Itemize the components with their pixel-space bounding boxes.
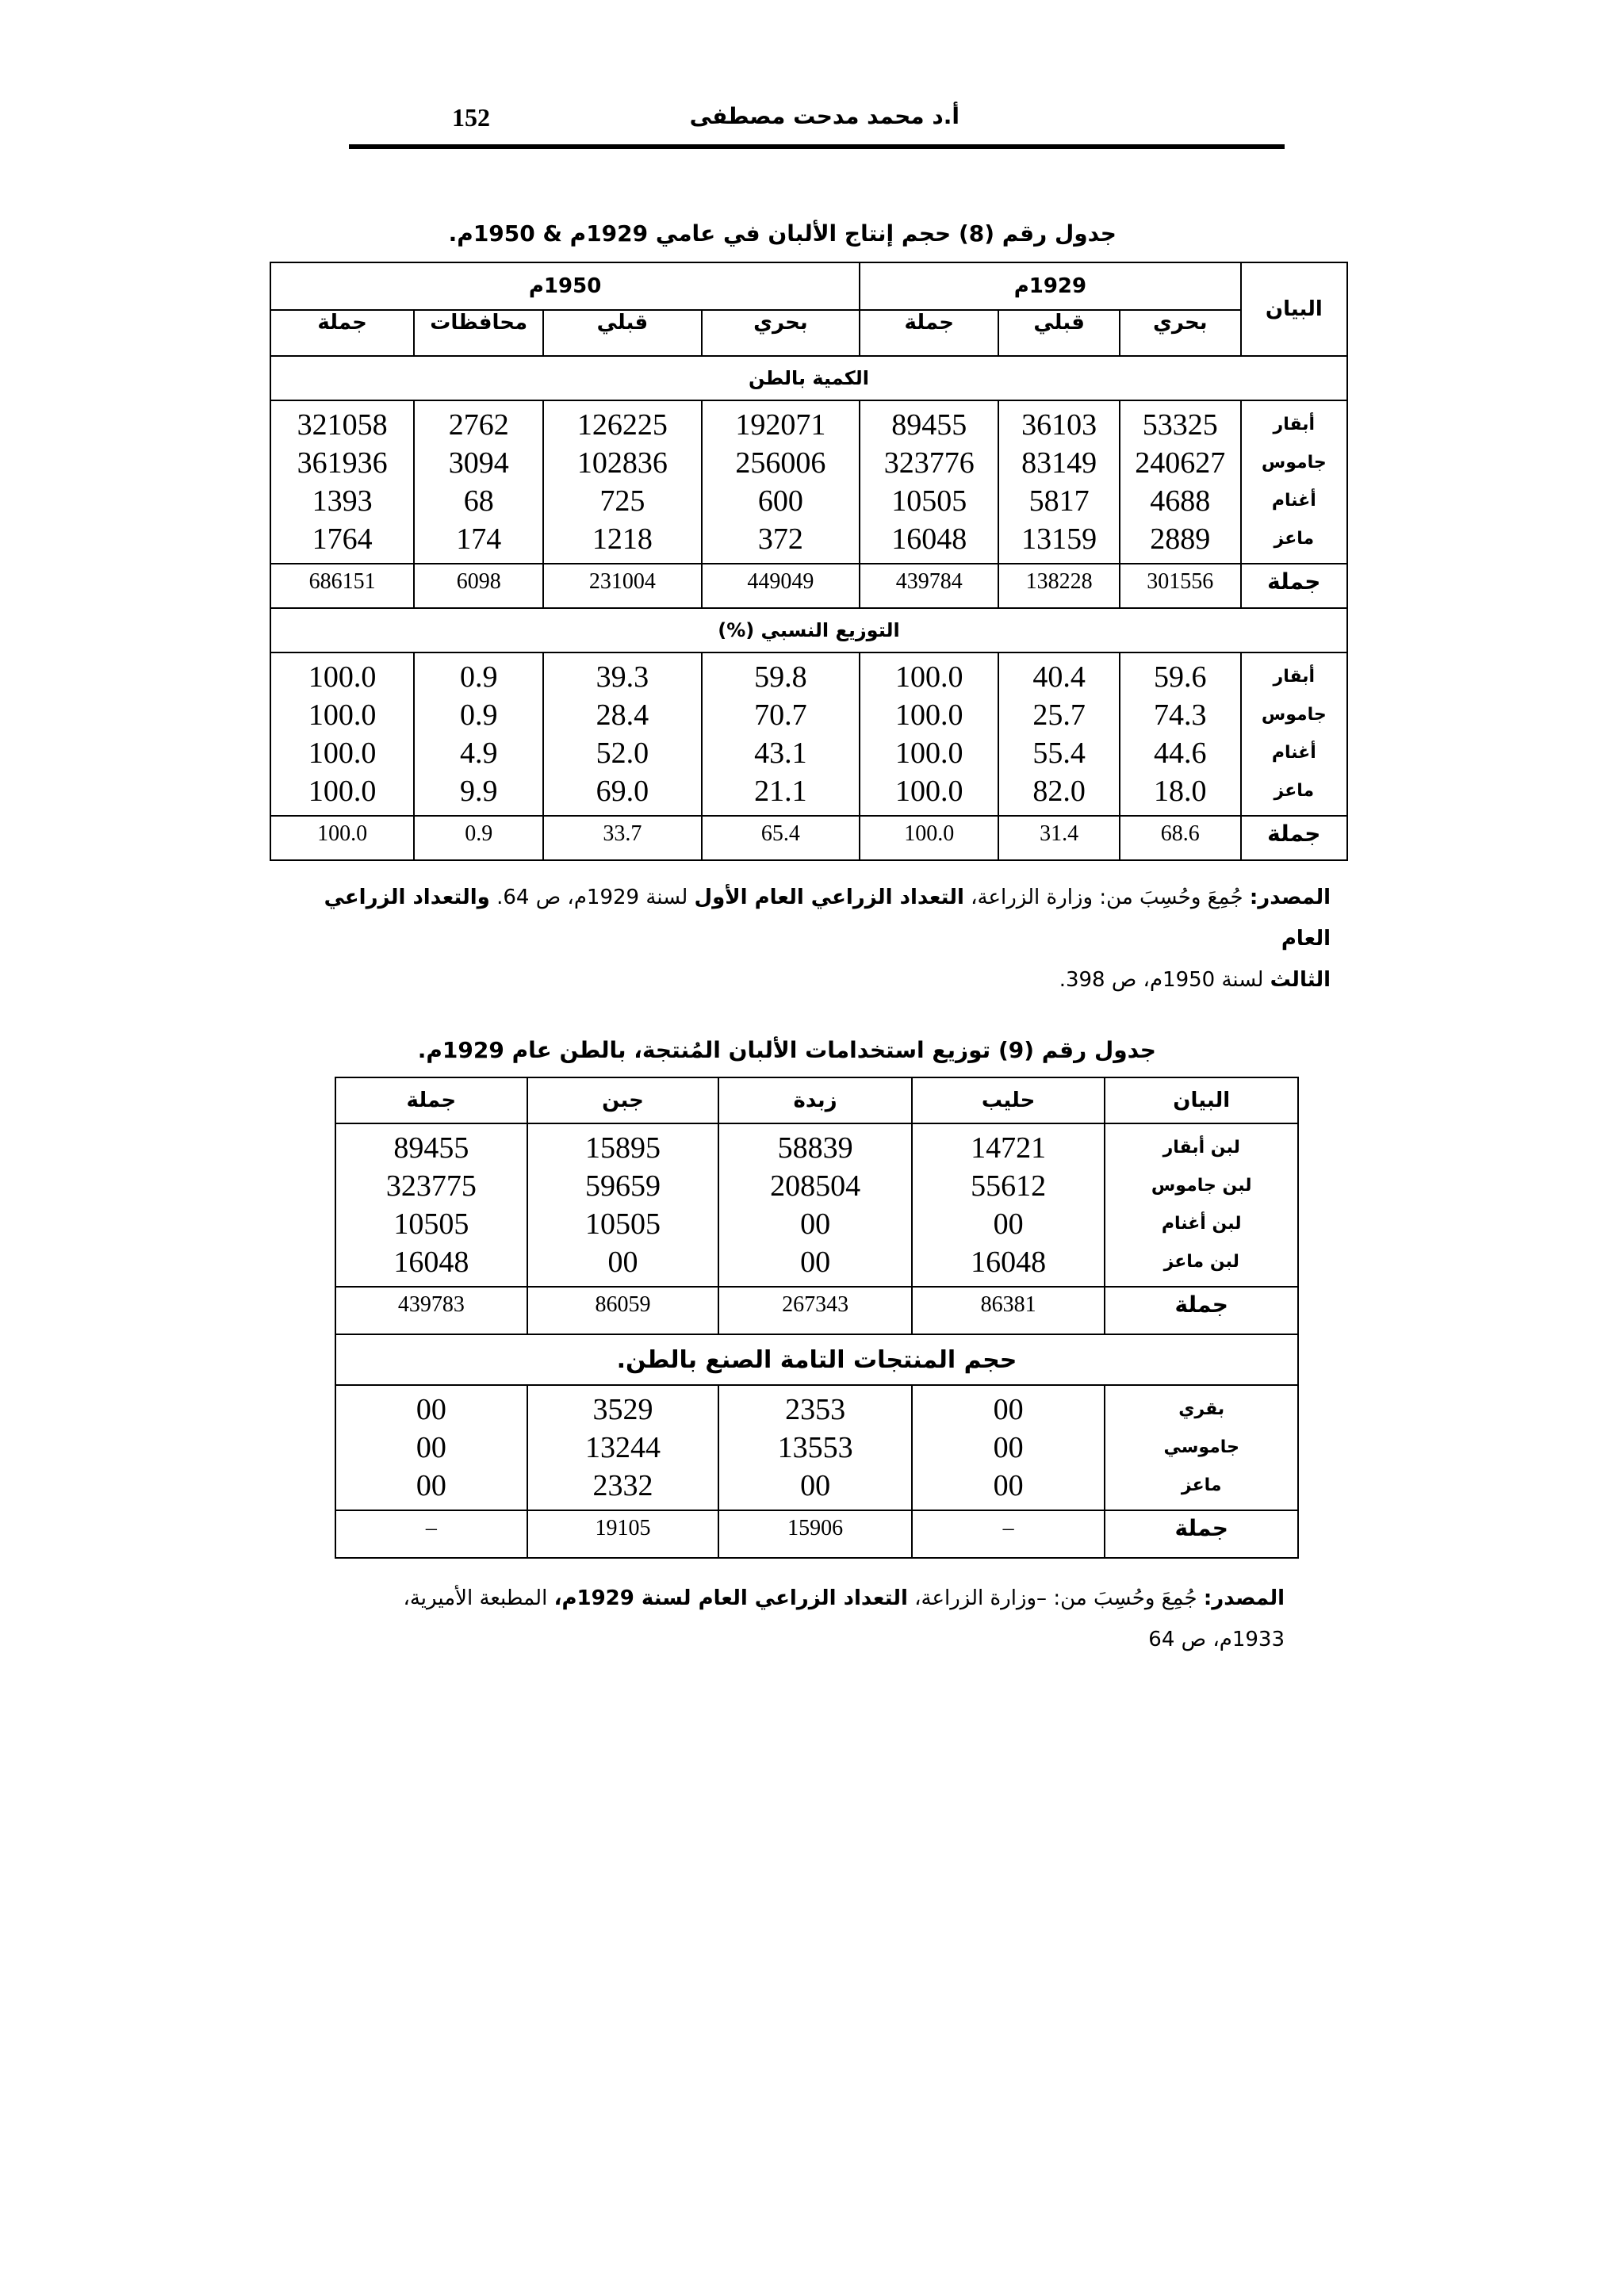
table9-product-total-row-cell: 15906 — [718, 1510, 912, 1558]
table8-percent-cell: 0.9 0.9 4.9 9.9 — [414, 652, 543, 816]
table9-total-row-cell: 86059 — [527, 1287, 719, 1334]
table9-header-butter: زبدة — [718, 1077, 912, 1123]
table8-quantity-cell: 53325 240627 4688 2889 — [1120, 400, 1241, 564]
table8-sub-header: بحري — [1120, 310, 1241, 356]
table8-total-cell: 449049 — [702, 564, 860, 608]
table8-quantity-cell: 126225 102836 725 1218 — [543, 400, 702, 564]
table8-quantity-cell: 89455 323776 10505 16048 — [860, 400, 998, 564]
table8-percent-cell: 100.0 100.0 100.0 100.0 — [860, 652, 998, 816]
table9-milk-cell: 14721 55612 00 16048 — [912, 1123, 1105, 1287]
table8-total-cell: 439784 — [860, 564, 998, 608]
table8-sub-header: قبلي — [543, 310, 702, 356]
table8-percent-cell: 100.0 100.0 100.0 100.0 — [270, 652, 414, 816]
table8-percent-cell: 59.6 74.3 44.6 18.0 — [1120, 652, 1241, 816]
table8-quantity-cell: 2762 3094 68 174 — [414, 400, 543, 564]
table8-percent-total-cell: 68.6 — [1120, 816, 1241, 860]
table9-butter-cell: 58839 208504 00 00 — [718, 1123, 912, 1287]
table8-label-header: البيان — [1241, 262, 1347, 356]
table8-percent-total-cell: 0.9 — [414, 816, 543, 860]
table9-total-label: جملة — [1105, 1287, 1298, 1334]
table9-row-labels: لبن أبقار لبن جاموس لبن أغنام لبن ماعز — [1105, 1123, 1298, 1287]
table8-total-label: جملة — [1241, 564, 1347, 608]
table9-product-total-row-cell: – — [912, 1510, 1105, 1558]
table9-header-label: البيان — [1105, 1077, 1298, 1123]
table8-percent-cell: 39.3 28.4 52.0 69.0 — [543, 652, 702, 816]
table8-quantity-cell: 321058 361936 1393 1764 — [270, 400, 414, 564]
table8-quantity-cell: 192071 256006 600 372 — [702, 400, 860, 564]
header-rule — [349, 144, 1285, 149]
table8-year-1950: 1950م — [270, 262, 860, 310]
table8-sub-header: جملة — [270, 310, 414, 356]
table9-caption: جدول رقم (9) توزيع استخدامات الألبان المُنتجة، بالطن عام 1929م. — [417, 1037, 1156, 1063]
table8-percent-cell: 40.4 25.7 55.4 82.0 — [998, 652, 1120, 816]
table8-percent-total-cell: 100.0 — [270, 816, 414, 860]
page-header — [349, 103, 1285, 151]
table8-source: المصدر: جُمِعَ وحُسِبَ من: وزارة الزراعة، التعداد الزراعي العام الأول لسنة 1929م، ص 64. والتعداد الزراعي العام الثالث لسنة 1950م، ص 398. — [324, 886, 1331, 992]
table9-product-butter-cell: 2353 13553 00 — [718, 1385, 912, 1510]
table8-percent-cell: 59.8 70.7 43.1 21.1 — [702, 652, 860, 816]
table9-total-row-cell: 86381 — [912, 1287, 1105, 1334]
table8-row-labels: أبقار جاموس أغنام ماعز — [1241, 400, 1347, 564]
table8-sub-header: قبلي — [998, 310, 1120, 356]
table8-row-labels: أبقار جاموس أغنام ماعز — [1241, 652, 1347, 816]
table9-product-labels: بقري جاموسي ماعز — [1105, 1385, 1298, 1510]
table9-header-cheese: جبن — [527, 1077, 719, 1123]
table8-section-quantity: الكمية بالطن — [270, 356, 1347, 400]
table9-product-milk-cell: 00 00 00 — [912, 1385, 1105, 1510]
table9-source: المصدر: جُمِعَ وحُسِبَ من: –وزارة الزراعة، التعداد الزراعي العام لسنة 1929م، المطبعة الأميرية، 1933م، ص 64 — [403, 1586, 1285, 1651]
table9-cheese-cell: 15895 59659 10505 00 — [527, 1123, 719, 1287]
table9-total-row-cell: 267343 — [718, 1287, 912, 1334]
table8-percent-total-cell: 65.4 — [702, 816, 860, 860]
table8-percent-total-cell: 31.4 — [998, 816, 1120, 860]
table8-total-cell: 138228 — [998, 564, 1120, 608]
table9-section-products: حجم المنتجات التامة الصنع بالطن. — [335, 1334, 1298, 1385]
table8-sub-header: محافظات — [414, 310, 543, 356]
table8-year-1929: 1929م — [860, 262, 1240, 310]
table9-header-total: جملة — [335, 1077, 527, 1123]
table8-total-cell: 6098 — [414, 564, 543, 608]
table9-product-total-label: جملة — [1105, 1510, 1298, 1558]
table8-section-percent: التوزيع النسبي (%) — [270, 608, 1347, 652]
table9-product-total-row-cell: – — [335, 1510, 527, 1558]
table8 — [270, 262, 1348, 861]
table9-total-cell: 89455 323775 10505 16048 — [335, 1123, 527, 1287]
table8-percent-total-cell: 100.0 — [860, 816, 998, 860]
table8-total-cell: 686151 — [270, 564, 414, 608]
table8-quantity-cell: 36103 83149 5817 13159 — [998, 400, 1120, 564]
table9-header-milk: حليب — [912, 1077, 1105, 1123]
table8-percent-total-label: جملة — [1241, 816, 1347, 860]
table8-caption: جدول رقم (8) حجم إنتاج الألبان في عامي 1929م & 1950م. — [448, 220, 1116, 247]
table9-total-row-cell: 439783 — [335, 1287, 527, 1334]
table8-total-cell: 301556 — [1120, 564, 1241, 608]
author-name: أ.د محمد مدحت مصطفى — [689, 103, 959, 129]
table9-product-total-row-cell: 19105 — [527, 1510, 719, 1558]
table8-total-cell: 231004 — [543, 564, 702, 608]
table8-sub-header: جملة — [860, 310, 998, 356]
table8-sub-header: بحري — [702, 310, 860, 356]
table9-product-total-cell: 00 00 00 — [335, 1385, 527, 1510]
page-number: 152 — [452, 103, 490, 132]
table8-percent-total-cell: 33.7 — [543, 816, 702, 860]
table9-product-cheese-cell: 3529 13244 2332 — [527, 1385, 719, 1510]
table9 — [335, 1077, 1299, 1559]
